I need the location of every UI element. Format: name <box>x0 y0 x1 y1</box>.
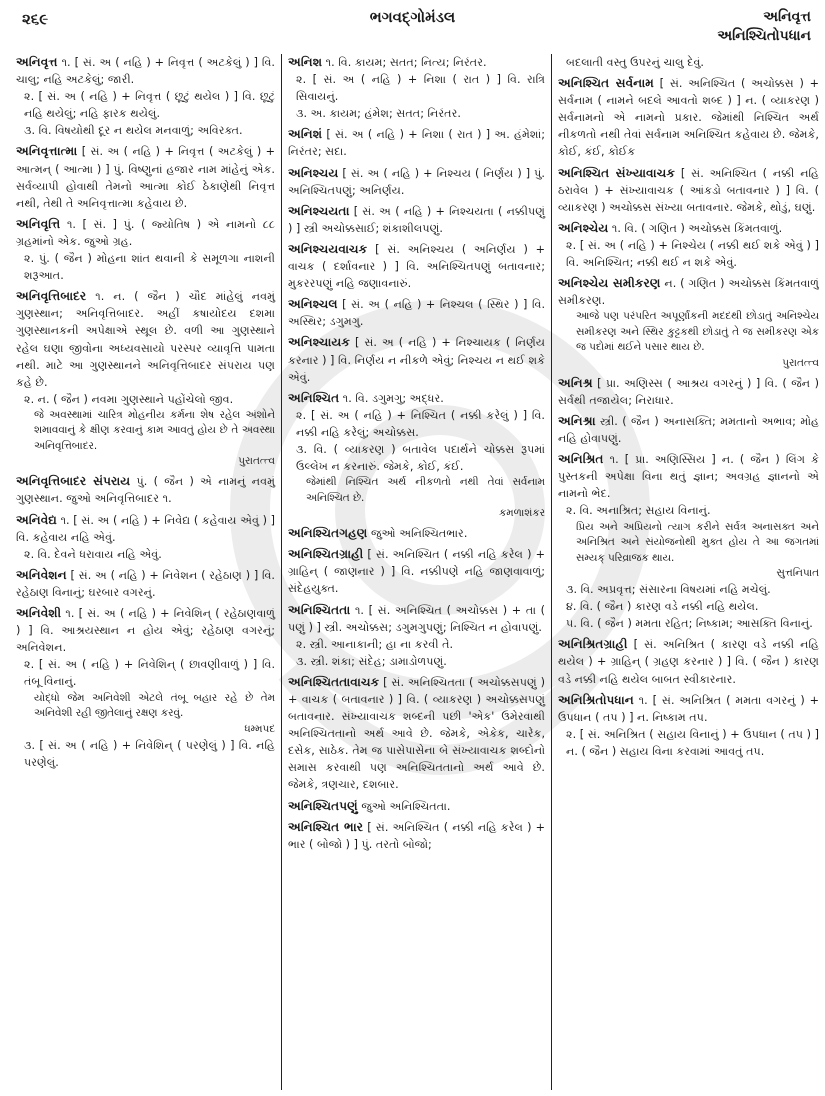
entry-text: [ સં. અ ( નહિ ) + નિશ્ચાયક ( નિર્ણય કરનાર ) ] વિ. નિર્ણય ન નીકળે એવું; નિશ્ચય ન થઈ શકે એવું. <box>288 336 545 384</box>
dictionary-entry <box>288 241 545 292</box>
entry-sense: ૩. [ સં. અ ( નહિ ) + નિવેશિન્ ( પરણેલું ) ] વિ. નહિ પરણેલું. <box>24 738 275 769</box>
entry-text: [ સં. અનિશ્ચિત ( અચોક્કસ ) + સર્વનામ ( નામને બદલે આવતો શબ્દ ) ] ન. ( વ્યાકરણ ) સર્વનામનો એ નામનો પ્રકાર. જેમાંથી નિશ્ચિત અર્થ નીકળતો નથી તેવાં સર્વનામ અનિશ્ચિત કહેવાય છે. જેમકે, કોઈ, કંઈ, કોઈક <box>558 77 819 159</box>
entry-text: ૧. [ પ્રા. અણિસ્સિય ] ન. ( જૈન ) લિંગ કે પુસ્તકની અપેક્ષા વિના થતું જ્ઞાન; અવગ્રહ જ્ઞાનનો એ નામનો ભેદ. <box>558 453 819 501</box>
entry-sense: ૨. સ્ત્રી. આનાકાની; હા ના કરવી તે. <box>296 637 454 651</box>
entry-sense: ૨. [ સં. અ ( નહિ ) + નિશ્ચેય ( નક્કી થઈ શકે એવું ) ] વિ. અનિશ્ચિત; નક્કી થઈ ન શકે એવું. <box>566 238 819 270</box>
quotation-source: સુત્તનિપાત <box>776 567 819 580</box>
entry-headword: અનિશ્ચાયક <box>288 335 350 350</box>
dictionary-entry <box>558 692 819 760</box>
entry-headword: અનિશ્રિતોપધાન <box>558 692 634 707</box>
entry-text: જુઓ અનિશ્ચિતભાર. <box>370 527 468 541</box>
entry-text: ૧. [ સં. અ ( નહિ ) + નિવેદ્ય ( કહેવાય એવું ) ] વિ. કહેવાય નહિ એવું. <box>16 513 275 544</box>
entry-definition <box>288 798 545 815</box>
page-number: ૨૬૯ <box>22 10 49 28</box>
entry-definition <box>16 567 275 601</box>
column-1 <box>14 54 282 1090</box>
entry-definition <box>288 296 545 330</box>
entry-text: ૧. વિ. ડગુમગુ; અદ્ધર. <box>342 391 444 405</box>
entry-text: પું. ( જૈન ) એ નામનું નવમું ગુણસ્થાન. જુઓ અનિવૃત્તિબાદર ૧. <box>16 475 275 506</box>
guide-word-first: અનિવૃત્ત <box>763 9 811 25</box>
dictionary-entry <box>16 567 275 601</box>
entry-definition <box>16 605 275 656</box>
entry-definition <box>16 473 275 507</box>
entry-definition <box>16 512 275 546</box>
column-2 <box>282 54 552 1090</box>
page-header <box>0 0 825 62</box>
entry-headword: અનિશ <box>288 55 323 69</box>
entry-sense: ૨. [ સં. અ ( નહિ ) + નિવેશિન્ ( છાવણીવાળું ) ] વિ. તંબૂ વિનાનું. <box>24 658 275 689</box>
entry-headword: અનિવૃત્તિબાદર <box>16 289 87 304</box>
entry-sense: ૩. વિ. અપ્રવૃત્ત; સંસારના વિષયમાં નહિ મચેલું. <box>566 583 771 597</box>
dictionary-entry <box>288 798 545 815</box>
entry-sense: ૩. વિ. ( વ્યાકરણ ) બતાવેલ પદાર્થને ચોક્કસ રૂપમાં ઉલ્લેખ ન કરનારું. જેમકે, કોઈ, કંઈ. <box>296 442 545 474</box>
entry-headword: અનિશ્રિતગ્રાહી <box>558 637 628 652</box>
entry-quotation: જેમાંથી નિશ્ચિત અર્થ નીકળતો નથી તેવાં સર્વનામ અનિશ્ચિત છે. <box>306 476 545 504</box>
entry-headword: અનિવૃત્ત <box>16 55 58 69</box>
entry-text: ૧. ન. ( જૈન ) ચૌદ માંહેલું નવમું ગુણસ્થાન; અનિવૃત્તિબાદર. અહીં કષાયોદય દશમા ગુણસ્થાનકની અપેક્ષાએ સ્થૂલ છે. વળી આ ગુણસ્થાને રહેલ ઘણા જીવોના અધ્યવસાયો પરસ્પર વ્યાવૃત્તિ પામતા નથી. માટે આ ગુણસ્થાનને અનિવૃત્તિબાદર સંપરાય પણ કહે છે. <box>16 290 275 389</box>
entry-text: ૧. [ સં. અ ( નહિ ) + નિવેશિન્ ( રહેઠાણવાળું ) ] વિ. આશ્રયસ્થાન ન હોય એવું; રહેઠાણ વગરનું; અનિવેશન. <box>16 607 275 655</box>
entry-text: ૧. [ સં. અનિશ્રિત ( મમતા વગરનું ) + ઉપધાન ( તપ ) ] ન. નિષ્કામ તપ. <box>558 693 819 724</box>
entry-definition <box>288 390 545 407</box>
entry-text: [ સં. અનિશ્રિત ( કારણ વડે નક્કી નહિ થયેલ ) + ગ્રાહિન્ ( ગ્રહણ કરનાર ) ] વિ. ( જૈન ) કારણ વડે નક્કી નહિ થયેલ બાબત સ્વીકારનાર. <box>558 638 819 686</box>
dictionary-entry <box>16 288 275 469</box>
entry-definition <box>288 126 545 160</box>
entry-text: [ પ્રા. અણિસ્સ ( આશ્રય વગરનું ) ] વિ. ( જૈન ) સર્વથી તજાયેલ; નિરાધાર. <box>558 376 819 407</box>
quotation-source: કમળાશંકર <box>498 507 545 520</box>
entry-text: ૧. વિ. કાયમ; સતત; નિત્ય; નિરંતર. <box>325 56 487 69</box>
entry-sense: ૩. વિ. વિષયોથી દૂર ન થયેલ મનવાળું; અવિરક્ત. <box>24 124 243 138</box>
entry-definition <box>288 602 545 636</box>
entry-definition <box>16 288 275 391</box>
dictionary-entry <box>16 54 275 139</box>
entry-headword: અનિશ્ચેય <box>558 220 609 235</box>
entry-headword: અનિશં <box>288 127 323 142</box>
entry-text: સ્ત્રી. ( જૈન ) અનાસક્તિ; મમતાનો અભાવ; મોહ નહિ હોવાપણું. <box>558 415 819 446</box>
entry-sense: ૫. વિ. ( જૈન ) મમતા રહિત; નિષ્કામ; આસક્તિ વિનાનું. <box>566 617 813 631</box>
entry-text: ૧. [ સં. અ ( નહિ ) + નિવૃત્ત ( અટકેલું ) ] વિ. ચાલુ; નહિ અટકેલું; જારી. <box>16 56 275 87</box>
entry-definition <box>16 216 275 250</box>
dictionary-entry <box>288 296 545 330</box>
dictionary-entry <box>288 674 545 794</box>
entry-definition <box>558 375 819 409</box>
entry-text: [ સં. અ ( નહિ ) + નિશ્ચય ( નિર્ણય ) ] પું. અનિશ્ચિતપણું; અનિર્ણય. <box>288 166 545 197</box>
entry-text: [ સં. અનિશ્ચિતતા ( અચોક્કસપણું ) + વાચક ( બતાવનાર ) ] વિ. ( વ્યાકરણ ) અચોક્કસપણું બતાવનાર. સંખ્યાવાચક શબ્દની પછી 'એક' ઉમેરવાથી અનિશ્ચિતતાનો અર્થ આવે છે. જેમકે, એકેક, ચારેક, દસેક, સાઠેક. તેમ જ પાસેપાસેના બે સંખ્યાવાચક શબ્દોનો સમાસ કરવાથી પણ અનિશ્ચિતતાનો અર્થ આવે છે. જેમકે, ત્રણચાર, દશબાર. <box>288 675 545 792</box>
entry-definition <box>288 334 545 385</box>
entry-headword: અનિવૃત્તાત્મા <box>16 144 78 159</box>
dictionary-entry <box>558 220 819 271</box>
dictionary-entry <box>558 275 819 371</box>
entry-text: [ સં. અ ( નહિ ) + નિવૃત્ત ( અટકેલું ) + આત્મન્ ( આત્મા ) ] પું. વિષ્ણુનાં હજાર નામ માંહેનું એક. સર્વવ્યાપી હોવાથી તેમનો આત્મા કોઈ ઠેકાણેથી નિવૃત્ત નથી, તેથી તે અનિવૃત્તાત્મા કહેવાય છે. <box>16 145 275 210</box>
entry-sense: ૨. પું. ( જૈન ) મોહના શાંત થવાની કે સમૂળગા નાશની શરૂઆત. <box>24 252 275 283</box>
dictionary-entry <box>16 216 275 284</box>
dictionary-columns <box>14 54 819 1090</box>
entry-headword: અનિશ્ચિતગ્રાહી <box>288 547 364 562</box>
entry-definition <box>288 241 545 292</box>
entry-definition <box>288 674 545 794</box>
quotation-source: પુરાતત્ત્વ <box>782 356 819 369</box>
entry-definition <box>558 165 819 216</box>
entry-sense: ૩. અ. કાયમ; હંમેશ; સતત; નિરંતર. <box>296 107 461 121</box>
entry-definition <box>288 54 545 71</box>
entry-sense: ૨. વિ. દેવને ધરાવાય નહિ એવું. <box>24 547 162 561</box>
entry-definition <box>558 413 819 447</box>
entry-sense: ૨. વિ. અનાશ્રિત; સહાય વિનાનું. <box>566 504 711 518</box>
entry-headword: અનિશ્ચિતપણું <box>288 798 358 813</box>
entry-text: [ સં. અનિશ્ચિત ( નક્કી નહિ કરેલ ) + ભાર ( બોજો ) ] પું. તરતો બોજો; <box>288 820 546 851</box>
entry-definition <box>558 692 819 726</box>
entry-headword: અનિવેશન <box>16 567 67 582</box>
dictionary-entry <box>288 334 545 385</box>
entry-headword: અનિશ્ર <box>558 375 593 390</box>
dictionary-entry <box>558 75 819 160</box>
entry-sense: ૨. ન. ( જૈન ) નવમા ગુણસ્થાને પહોંચેલો જીવ. <box>24 392 234 406</box>
dictionary-entry <box>288 819 545 853</box>
entry-text: જુઓ અનિશ્ચિતતા. <box>361 799 451 813</box>
dictionary-entry <box>288 165 545 199</box>
quotation-source: પુરાતત્ત્વ <box>238 455 275 468</box>
dictionary-entry <box>288 203 545 237</box>
entry-definition <box>558 636 819 687</box>
entry-quotation: આજે પણ પરંપરિત અપૂર્ણાંકની મદદથી છોડાતું અનિશ્ચેય સમીકરણ અને સ્થિર કુટ્ટકથી છોડાતું તે જ સમીકરણ એક જ પદોમાં થઈને પસાર થાય છે. <box>576 310 819 354</box>
dictionary-entry <box>288 546 545 597</box>
dictionary-entry <box>16 473 275 507</box>
entry-headword: અનિવૃત્તિબાદર સંપરાય <box>16 474 131 489</box>
entry-quotation: પ્રિય અને અપ્રિયનો ત્યાગ કરીને સર્વત્ર અનાસક્ત અને અનિશ્રિત અને સંયોજનોથી મુક્ત હોય તે આ જગતમાં સમ્યક્ પરિવ્રાજક થાય. <box>576 520 819 564</box>
entry-definition <box>16 54 275 88</box>
dictionary-entry <box>288 602 545 670</box>
entry-sense: ૨. [ સં. અ ( નહિ ) + નિશા ( રાત ) ] વિ. રાત્રિ સિવાયનું. <box>296 73 545 104</box>
entry-headword: અનિશ્ચિત સંખ્યાવાચક <box>558 165 675 180</box>
entry-headword: અનિશ્ચિત ભાર <box>288 819 364 834</box>
entry-text: ન. ( ગણિત ) અચોક્કસ કિંમતવાળું સમીકરણ. <box>558 277 819 308</box>
continuation-text: બદલાતી વસ્તુ ઉપરનું ચાલુ દેવું. <box>566 56 704 69</box>
dictionary-entry <box>558 636 819 687</box>
entry-headword: અનિશ્ચયવાચક <box>288 241 368 256</box>
entry-headword: અનિશ્ચિતતાવાચક <box>288 674 380 689</box>
book-title: ભગવદ્ગોમંડલ <box>369 8 456 26</box>
dictionary-entry <box>16 605 275 771</box>
entry-headword: અનિશ્ચલ <box>288 297 338 312</box>
entry-definition <box>558 451 819 502</box>
entry-headword: અનિશ્ચેય સમીકરણ <box>558 276 661 291</box>
column-3 <box>552 54 819 1090</box>
entry-headword: અનિશ્ચિત <box>288 390 340 405</box>
entry-text: [ સં. અ ( નહિ ) + નિશા ( રાત ) ] અ. હંમેશાં; નિરંતર; સદા. <box>288 128 545 159</box>
quotation-source: ધમ્મપદ <box>244 722 275 735</box>
entry-quotation: યોદ્ધો જેમ અનિવેશી એટલે તંબૂ બહાર રહે છે તેમ અનિવેશી રહી જીતેલાનું રક્ષણ કરવું. <box>34 691 275 719</box>
dictionary-entry <box>558 375 819 409</box>
dictionary-entry <box>16 512 275 563</box>
entry-text: ૧. [ સં. અનિશ્ચિત ( અચોક્કસ ) + તા ( પણું ) ] સ્ત્રી. અચોક્કસ; ડગુમગુપણું; નિશ્ચિત ન હોવાપણું. <box>288 603 545 634</box>
dictionary-entry <box>288 390 545 521</box>
entry-headword: અનિવૃત્તિ <box>16 216 61 231</box>
entry-definition <box>288 203 545 237</box>
entry-quotation: જે અવસ્થામાં ચારિત્ર મોહનીય કર્મના શેષ રહેલ અંશોને શમાવવાનું કે ક્ષીણ કરવાનું કામ આવતું હોય છે તે અવસ્થા અનિવૃત્તિબાદર. <box>34 408 275 452</box>
entry-definition <box>288 525 545 542</box>
entry-text: [ સં. અ ( નહિ ) + નિવેશન ( રહેઠાણ ) ] વિ. રહેઠાણ વિનાનું; ઘરબાર વગરનું. <box>16 568 275 599</box>
entry-headword: અનિશ્ચિતગહણ <box>288 526 368 541</box>
entry-headword: અનિશ્ચય <box>288 165 339 180</box>
entry-definition <box>288 819 545 853</box>
entry-headword: અનિવેશી <box>16 606 62 621</box>
entry-sense: ૨. [ સં. અનિશ્રિત ( સહાય વિનાનું ) + ઉપધાન ( તપ ) ] ન. ( જૈન ) સહાય વિના કરવામાં આવતું તપ. <box>566 727 819 758</box>
entry-text: [ સં. અનિશ્ચિત ( નક્કી નહિ ઠરાવેલ ) + સંખ્યાવાચક ( આંકડો બતાવનાર ) ] વિ. ( વ્યાકરણ ) અચોક્કસ સંખ્યા બતાવનાર. જેમકે, થોડું, ઘણું. <box>558 166 819 214</box>
entry-text: ૧. વિ. ( ગણિત ) અચોક્કસ કિંમતવાળું. <box>611 221 783 235</box>
dictionary-entry <box>558 451 819 632</box>
dictionary-entry <box>288 525 545 542</box>
entry-text: ૧. [ સં. ] પું. ( જ્યોતિષ ) એ નામનો ૮૮ ગ્રહમાંનો એક. જુઓ ગ્રહ. <box>16 217 276 248</box>
dictionary-entry <box>16 143 275 211</box>
dictionary-entry <box>288 126 545 160</box>
entry-definition <box>288 165 545 199</box>
dictionary-entry <box>558 413 819 447</box>
entry-text: [ સં. અ ( નહિ ) + નિશ્ચયતા ( નક્કીપણું ) ] સ્ત્રી અચોક્કસાઈ; શંકાશીલપણું. <box>288 204 545 235</box>
entry-headword: અનિશ્રિત <box>558 452 604 467</box>
entry-text: [ સં. અનિશ્ચિત ( નક્કી નહિ કરેલ ) + ગ્રાહિન્ ( જાણનાર ) ] વિ. નક્કીપણે નહિ જાણવાવાળું; સંદેહયુક્ત. <box>288 548 545 596</box>
entry-definition <box>558 220 819 237</box>
entry-definition <box>558 75 819 160</box>
guide-word-last: અનિશ્ચિતોપધાન <box>717 28 811 44</box>
entry-headword: અનિશ્ચયતા <box>288 203 350 218</box>
entry-headword: અનિશ્રા <box>558 414 596 428</box>
guide-words <box>717 8 811 46</box>
entry-text: [ સં. અ ( નહિ ) + નિશ્ચલ ( સ્થિર ) ] વિ. અસ્થિર; ડગુમગુ. <box>288 298 545 329</box>
entry-sense: ૩. સ્ત્રી. શંકા; સંદેહ; ડામાડોળપણું. <box>296 654 447 668</box>
entry-definition <box>16 143 275 211</box>
entry-headword: અનિશ્ચિતતા <box>288 602 351 617</box>
dictionary-entry <box>288 54 545 122</box>
entry-headword: અનિશ્ચિત સર્વનામ <box>558 76 654 91</box>
entry-headword: અનિવેદ્ય <box>16 512 57 527</box>
entry-definition <box>558 275 819 309</box>
entry-sense: ૨. [ સં. અ ( નહિ ) + નિવૃત્ત ( છૂટું થયેલ ) ] વિ. છૂટું નહિ થયેલું; નહિ ફારક થયેલું. <box>24 90 275 121</box>
entry-sense: ૪. વિ. ( જૈન ) કારણ વડે નક્કી નહિ થયેલ. <box>566 600 759 614</box>
entry-text: [ સં. અનિશ્ચય ( અનિર્ણય ) + વાચક ( દર્શાવનાર ) ] વિ. અનિશ્ચિતપણું બતાવનાર; મુકરરપણું નહિ જણાવનારું. <box>288 242 546 291</box>
entry-definition <box>288 546 545 597</box>
dictionary-entry <box>558 165 819 216</box>
entry-sense: ૨. [ સં. અ ( નહિ ) + નિશ્ચિત ( નક્કી કરેલું ) ] વિ. નક્કી નહિ કરેલું; અચોક્કસ. <box>296 408 545 439</box>
